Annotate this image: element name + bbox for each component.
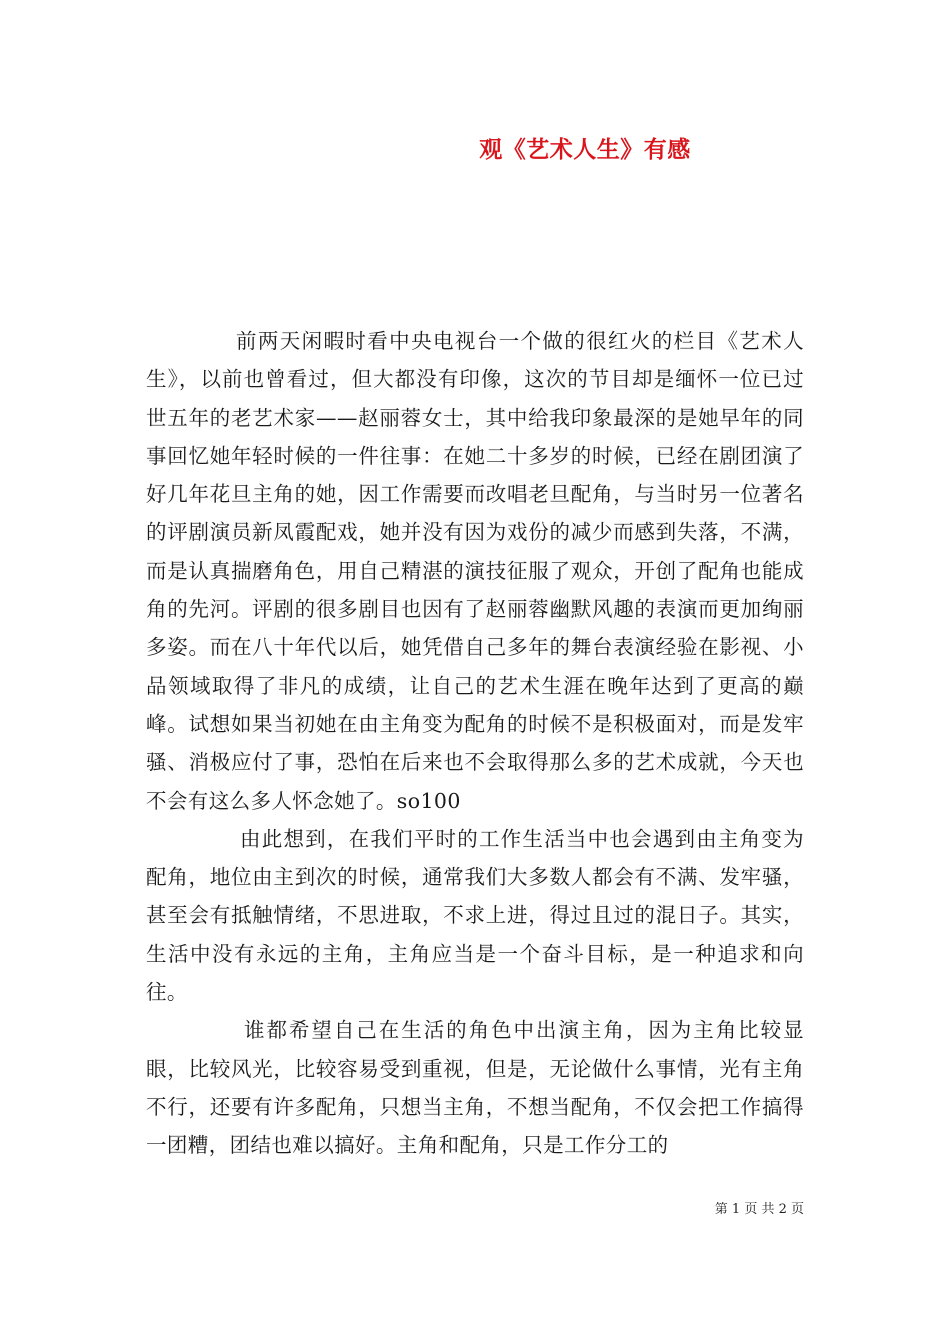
- paragraph-2: 由此想到，在我们平时的工作生活当中也会遇到由主角变为配角，地位由主到次的时候，通常我们大多数人都会有不满、发牢骚，甚至会有抵触情绪，不思进取，不求上进，得过且过的混日子。其实，生活中没有永远的主角，主角应当是一个奋斗目标，是一种追求和向往。: [146, 826, 804, 1005]
- document-body: [146, 322, 804, 1165]
- paragraph-1: 前两天闲暇时看中央电视台一个做的很红火的栏目《艺术人生》，以前也曾看过，但大都没有印像，这次的节目却是缅怀一位已过世五年的老艺术家——赵丽蓉女士，其中给我印象最深的是她早年的同事回忆她年轻时候的一件往事：在她二十多岁的时候，已经在剧团演了好几年花旦主角的她，因工作需要而改唱老旦配角，与当时另一位著名的评剧演员新凤霞配戏，她并没有因为戏份的减少而感到失落，不满，而是认真揣磨角色，用自己精湛的演技征服了观众，开创了配角也能成角的先河。评剧的很多剧目也因有了赵丽蓉幽默风趣的表演而更加绚丽多姿。而在八十年代以后，她凭借自己多年的舞台表演经验在影视、小品领域取得了非凡的成绩，让自己的艺术生涯在晚年达到了更高的巅峰。试想如果当初她在由主角变为配角的时候不是积极面对，而是发牢骚、消极应付了事，恐怕在后来也不会取得那么多的艺术成就，今天也不会有这么多人怀念她了。so100: [146, 329, 804, 813]
- page-number-footer: 第 1 页 共 2 页: [714, 1202, 804, 1217]
- document-title: 观《艺术人生》有感: [479, 136, 691, 163]
- paragraph-3: 谁都希望自己在生活的角色中出演主角，因为主角比较显眼，比较风光，比较容易受到重视，但是，无论做什么事情，光有主角不行，还要有许多配角，只想当主角，不想当配角，不仅会把工作搞得一团糟，团结也难以搞好。主角和配角，只是工作分工的: [146, 1018, 804, 1158]
